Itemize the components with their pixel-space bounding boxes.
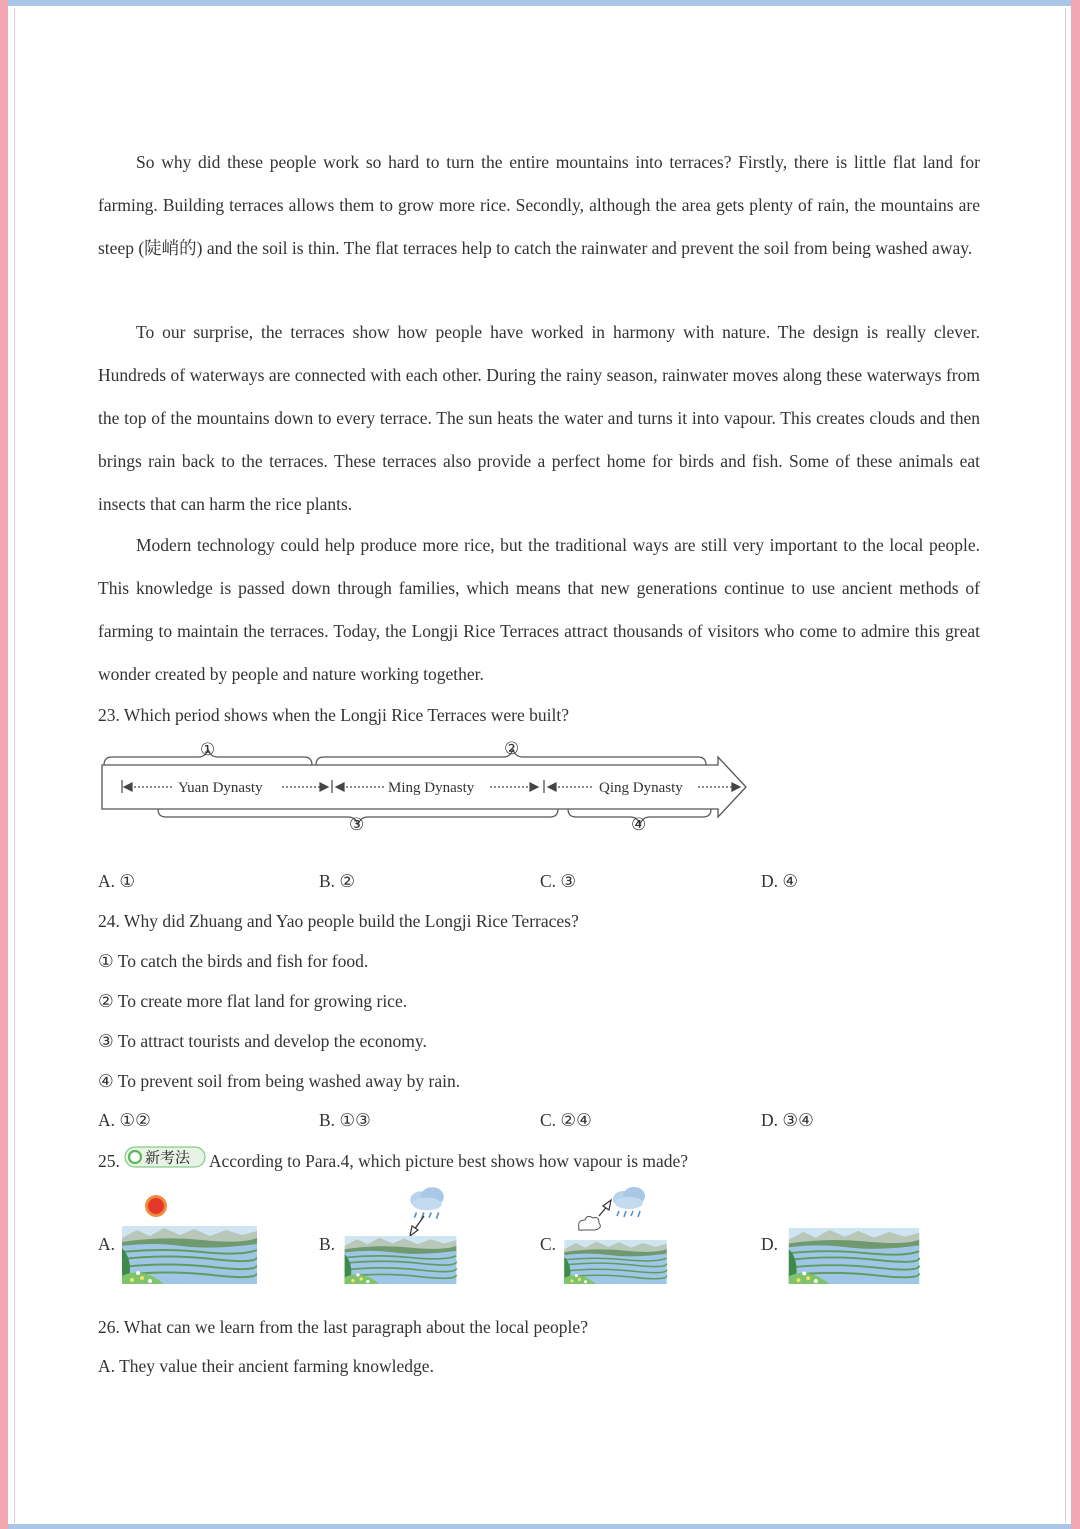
q23-option-a[interactable]: A. ① bbox=[98, 871, 136, 891]
vapour-cloud-icon bbox=[579, 1216, 601, 1230]
q24-statement-2: ② To create more flat land for growing rice. bbox=[98, 991, 408, 1011]
timeline-label-qing: Qing Dynasty bbox=[599, 780, 683, 796]
arrow-up-icon bbox=[599, 1200, 611, 1216]
rain-cloud-icon bbox=[410, 1187, 444, 1219]
brace-label-1: ① bbox=[200, 740, 216, 760]
passage-paragraph-1 bbox=[98, 141, 980, 270]
badge-label: 新考法 bbox=[144, 1148, 190, 1167]
q24-option-a[interactable]: A. ①② bbox=[98, 1110, 151, 1130]
new-exam-method-badge bbox=[124, 1145, 206, 1175]
passage-paragraph-3 bbox=[98, 524, 980, 696]
timeline-label-yuan: Yuan Dynasty bbox=[178, 780, 263, 796]
rain-cloud-icon bbox=[613, 1187, 645, 1217]
q26-option-a[interactable]: A. They value their ancient farming knowledge. bbox=[98, 1356, 434, 1376]
page-border-line-right bbox=[1065, 8, 1066, 1523]
dynasty-timeline bbox=[98, 735, 758, 840]
q25-stem-line bbox=[98, 1148, 688, 1178]
passage-paragraph-1-text: So why did these people work so hard to turn the entire mountains into terraces? Firstly, there is little flat land for farming. Building terraces allows them to grow more rice. Secondly, although the area gets plenty of rain, the mountains are steep (陡峭的) and the soil is thin. The flat terraces help to catch the rainwater and prevent the soil from being washed away. bbox=[98, 152, 980, 258]
q24-option-b[interactable]: B. ①③ bbox=[319, 1110, 371, 1130]
q24-statement-1: ① To catch the birds and fish for food. bbox=[98, 951, 369, 971]
page-frame-bottom bbox=[0, 1524, 1080, 1529]
passage-paragraph-2-text: To our surprise, the terraces show how people have worked in harmony with nature. The design is really clever. Hundreds of waterways are connected with each other. During the rainy season, rainwater moves along these waterways from the top of the mountains down to every terrace. The sun heats the water and turns it into vapour. This creates clouds and then brings rain back to the terraces. These terraces also provide a perfect home for birds and fish. Some of these animals eat insects that can harm the rice plants. bbox=[98, 322, 980, 514]
q24-statement-3: ③ To attract tourists and develop the economy. bbox=[98, 1031, 427, 1051]
q25-option-d-label[interactable]: D. bbox=[761, 1234, 779, 1254]
q25-picture-a[interactable] bbox=[122, 1192, 258, 1284]
q25-stem: According to Para.4, which picture best shows how vapour is made? bbox=[208, 1151, 689, 1172]
brace-label-4: ④ bbox=[631, 815, 647, 835]
page-border-line-left bbox=[14, 8, 15, 1523]
q23-option-d[interactable]: D. ④ bbox=[761, 871, 799, 891]
timeline-label-ming: Ming Dynasty bbox=[388, 780, 475, 796]
passage-paragraph-3-text: Modern technology could help produce more rice, but the traditional ways are still very important to the local people. This knowledge is passed down through families, which means that new generations continue to use ancient methods of farming to maintain the terraces. Today, the Longji Rice Terraces attract thousands of visitors who come to admire this great wonder created by people and nature working together. bbox=[98, 535, 980, 684]
q25-number: 25. bbox=[98, 1151, 120, 1172]
q24-option-d[interactable]: D. ③④ bbox=[761, 1110, 814, 1130]
q26-stem: 26. What can we learn from the last paragraph about the local people? bbox=[98, 1317, 588, 1337]
q24-option-c[interactable]: C. ②④ bbox=[540, 1110, 592, 1130]
q23-stem: 23. Which period shows when the Longji Rice Terraces were built? bbox=[98, 705, 569, 725]
q25-option-a-label[interactable]: A. bbox=[98, 1234, 116, 1254]
q25-option-c-label[interactable]: C. bbox=[540, 1234, 557, 1254]
q24-stem: 24. Why did Zhuang and Yao people build the Longji Rice Terraces? bbox=[98, 911, 579, 931]
brace-label-3: ③ bbox=[349, 815, 365, 835]
q23-option-b[interactable]: B. ② bbox=[319, 871, 356, 891]
q25-option-b-label[interactable]: B. bbox=[319, 1234, 336, 1254]
q25-picture-d[interactable] bbox=[785, 1228, 923, 1284]
q24-statement-4: ④ To prevent soil from being washed away by rain. bbox=[98, 1071, 461, 1091]
q25-picture-b[interactable] bbox=[342, 1186, 460, 1284]
sun-icon bbox=[145, 1195, 167, 1217]
page-frame-left bbox=[0, 0, 8, 1529]
passage-paragraph-2 bbox=[98, 311, 980, 526]
page-frame-right bbox=[1071, 0, 1080, 1529]
q23-option-c[interactable]: C. ③ bbox=[540, 871, 577, 891]
brace-label-2: ② bbox=[504, 739, 520, 759]
arrow-down-icon bbox=[410, 1216, 424, 1236]
q25-picture-c[interactable] bbox=[563, 1186, 669, 1284]
page-frame-top bbox=[0, 0, 1080, 6]
